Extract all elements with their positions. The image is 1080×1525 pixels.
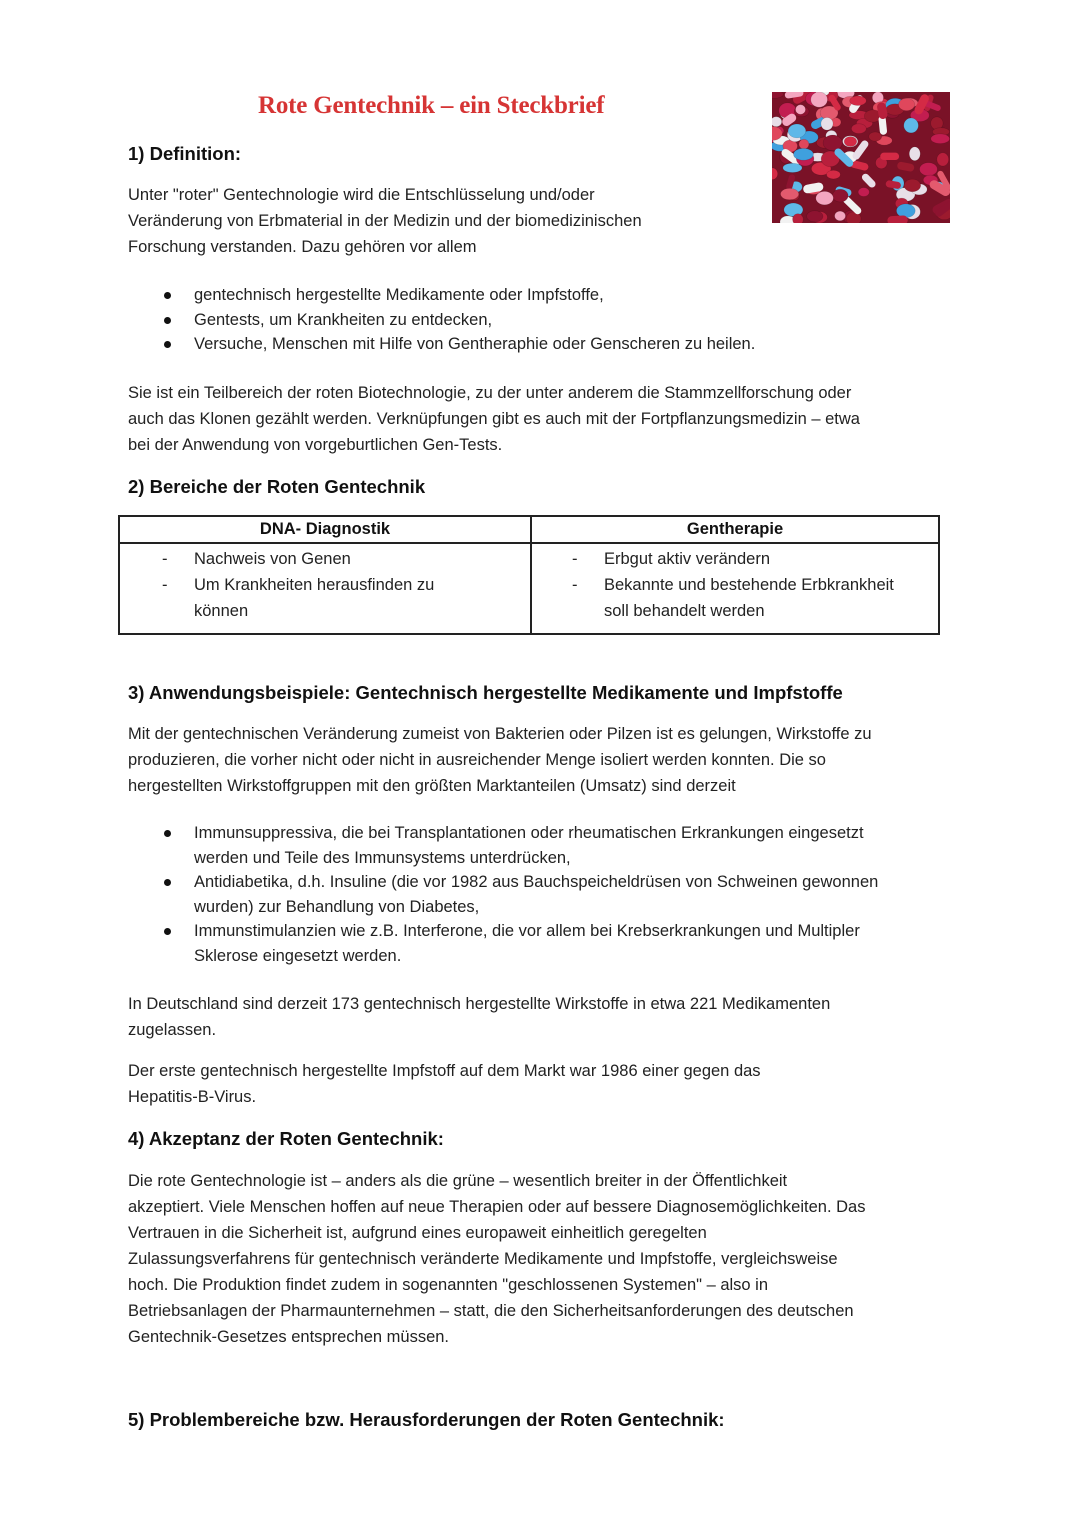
list-item-text: Sklerose eingesetzt werden. — [194, 946, 402, 965]
text-line: zugelassen. — [128, 1021, 217, 1039]
table-item-text: Nachweis von Genen — [194, 550, 351, 568]
dash-marker: - — [162, 576, 168, 594]
table-item-text: soll behandelt werden — [604, 602, 765, 620]
dash-marker: - — [572, 550, 578, 568]
section-4-heading: 4) Akzeptanz der Roten Gentechnik: — [128, 1128, 444, 1149]
list-item-text: Immunstimulanzien wie z.B. Interferone, die vor allem bei Krebserkrankungen und Multipler — [194, 922, 860, 940]
table-item-text: Um Krankheiten herausfinden zu — [194, 576, 435, 594]
text-line: In Deutschland sind derzeit 173 gentechnisch hergestellte Wirkstoffe in etwa 221 Medikamenten — [128, 995, 831, 1013]
section-3-bullet-list — [128, 821, 958, 968]
document-title: Rote Gentechnik – ein Steckbrief — [258, 92, 605, 119]
bullet-icon — [164, 928, 171, 935]
bullet-icon — [164, 879, 171, 886]
table-item-text: Bekannte und bestehende Erbkrankheit — [604, 576, 894, 594]
text-line: Betriebsanlagen der Pharmaunternehmen – statt, die den Sicherheitsanforderungen des deutschen — [128, 1302, 854, 1320]
section-1-outro — [128, 380, 958, 458]
bullet-icon — [164, 317, 171, 324]
text-line: hoch. Die Produktion findet zudem in sogenannten "geschlossenen Systemen" – also in — [128, 1276, 769, 1294]
list-item-text: gentechnisch hergestellte Medikamente oder Impfstoffe, — [194, 286, 604, 304]
list-item-text: Versuche, Menschen mit Hilfe von Gentheraphie oder Genscheren zu heilen. — [194, 335, 756, 353]
section-1-bullet-list — [128, 283, 958, 357]
section-5-heading: 5) Problembereiche bzw. Herausforderungen der Roten Gentechnik: — [128, 1409, 725, 1430]
text-line: akzeptiert. Viele Menschen hoffen auf neue Therapien oder auf bessere Diagnosemöglichkeiten. Das — [128, 1198, 866, 1216]
table-item — [120, 572, 434, 624]
text-line: Die rote Gentechnologie ist – anders als die grüne – wesentlich breiter in der Öffentlichkeit — [128, 1172, 788, 1190]
text-line: Veränderung von Erbmaterial in der Medizin und der biomedizinischen — [128, 212, 642, 230]
text-line: Unter "roter" Gentechnologie wird die Entschlüsselung und/oder — [128, 186, 595, 204]
table-header-gentherapie: Gentherapie — [686, 520, 784, 538]
section-3-paragraph-3 — [128, 1058, 958, 1110]
section-2-heading: 2) Bereiche der Roten Gentechnik — [128, 476, 426, 497]
table-divider — [120, 542, 938, 544]
section-3-paragraph-2 — [128, 991, 958, 1043]
dash-marker: - — [162, 550, 168, 568]
list-item — [128, 821, 958, 870]
text-line: bei der Anwendung von vorgeburtlichen Gen-Tests. — [128, 436, 503, 454]
section-1-heading: 1) Definition: — [128, 143, 242, 164]
text-line: Forschung verstanden. Dazu gehören vor allem — [128, 238, 477, 256]
text-line: Zulassungsverfahrens für gentechnisch veränderte Medikamente und Impfstoffe, vergleichsweise — [128, 1250, 838, 1268]
text-line: Mit der gentechnischen Veränderung zumeist von Bakterien oder Pilzen ist es gelungen, Wirkstoffe zu — [128, 725, 872, 743]
text-line: Der erste gentechnisch hergestellte Impfstoff auf dem Markt war 1986 einer gegen das — [128, 1062, 761, 1080]
bullet-icon — [164, 830, 171, 837]
table-item-text: Erbgut aktiv verändern — [604, 550, 771, 568]
list-item — [128, 919, 958, 968]
text-line: hergestellten Wirkstoffgruppen mit den größten Marktanteilen (Umsatz) sind derzeit — [128, 777, 736, 795]
text-line: Sie ist ein Teilbereich der roten Biotechnologie, zu der unter anderem die Stammzellforschung oder — [128, 384, 852, 402]
table-item — [530, 546, 894, 572]
list-item — [128, 308, 958, 333]
bullet-icon — [164, 292, 171, 299]
list-item-text: Antidiabetika, d.h. Insuline (die vor 1982 aus Bauchspeicheldrüsen von Schweinen gewonnen — [194, 873, 879, 891]
section-1-intro — [128, 182, 958, 260]
table-header-dna-diagnostik: DNA- Diagnostik — [259, 520, 391, 538]
list-item-text: Immunsuppressiva, die bei Transplantationen oder rheumatischen Erkrankungen eingesetzt — [194, 824, 864, 842]
list-item-text: wurden) zur Behandlung von Diabetes, — [194, 897, 480, 916]
table-cell-left — [120, 546, 434, 624]
text-line: Vertrauen in die Sicherheit ist, aufgrund eines europaweit einheitlich geregelten — [128, 1224, 707, 1242]
dash-marker: - — [572, 576, 578, 594]
text-line: Gentechnik-Gesetzes entsprechen müssen. — [128, 1328, 450, 1346]
section-3-heading: 3) Anwendungsbeispiele: Gentechnisch hergestellte Medikamente und Impfstoffe — [128, 682, 843, 703]
bullet-icon — [164, 341, 171, 348]
section-4-paragraph — [128, 1168, 958, 1350]
list-item — [128, 870, 958, 919]
list-item — [128, 283, 958, 308]
text-line: auch das Klonen gezählt werden. Verknüpfungen gibt es auch mit der Fortpflanzungsmedizin – etwa — [128, 410, 860, 428]
list-item-text: Gentests, um Krankheiten zu entdecken, — [194, 310, 493, 329]
section-3-intro — [128, 721, 958, 799]
table-cell-right — [530, 546, 894, 624]
table-item-text: können — [194, 602, 249, 620]
list-item-text: werden und Teile des Immunsystems unterdrücken, — [194, 848, 571, 867]
text-line: Hepatitis-B-Virus. — [128, 1088, 257, 1106]
text-line: produzieren, die vorher nicht oder nicht in ausreichender Menge isoliert werden konnten. Die so — [128, 751, 826, 769]
table-item — [120, 546, 434, 572]
areas-table — [118, 515, 940, 635]
list-item — [128, 332, 958, 357]
table-item — [530, 572, 894, 624]
